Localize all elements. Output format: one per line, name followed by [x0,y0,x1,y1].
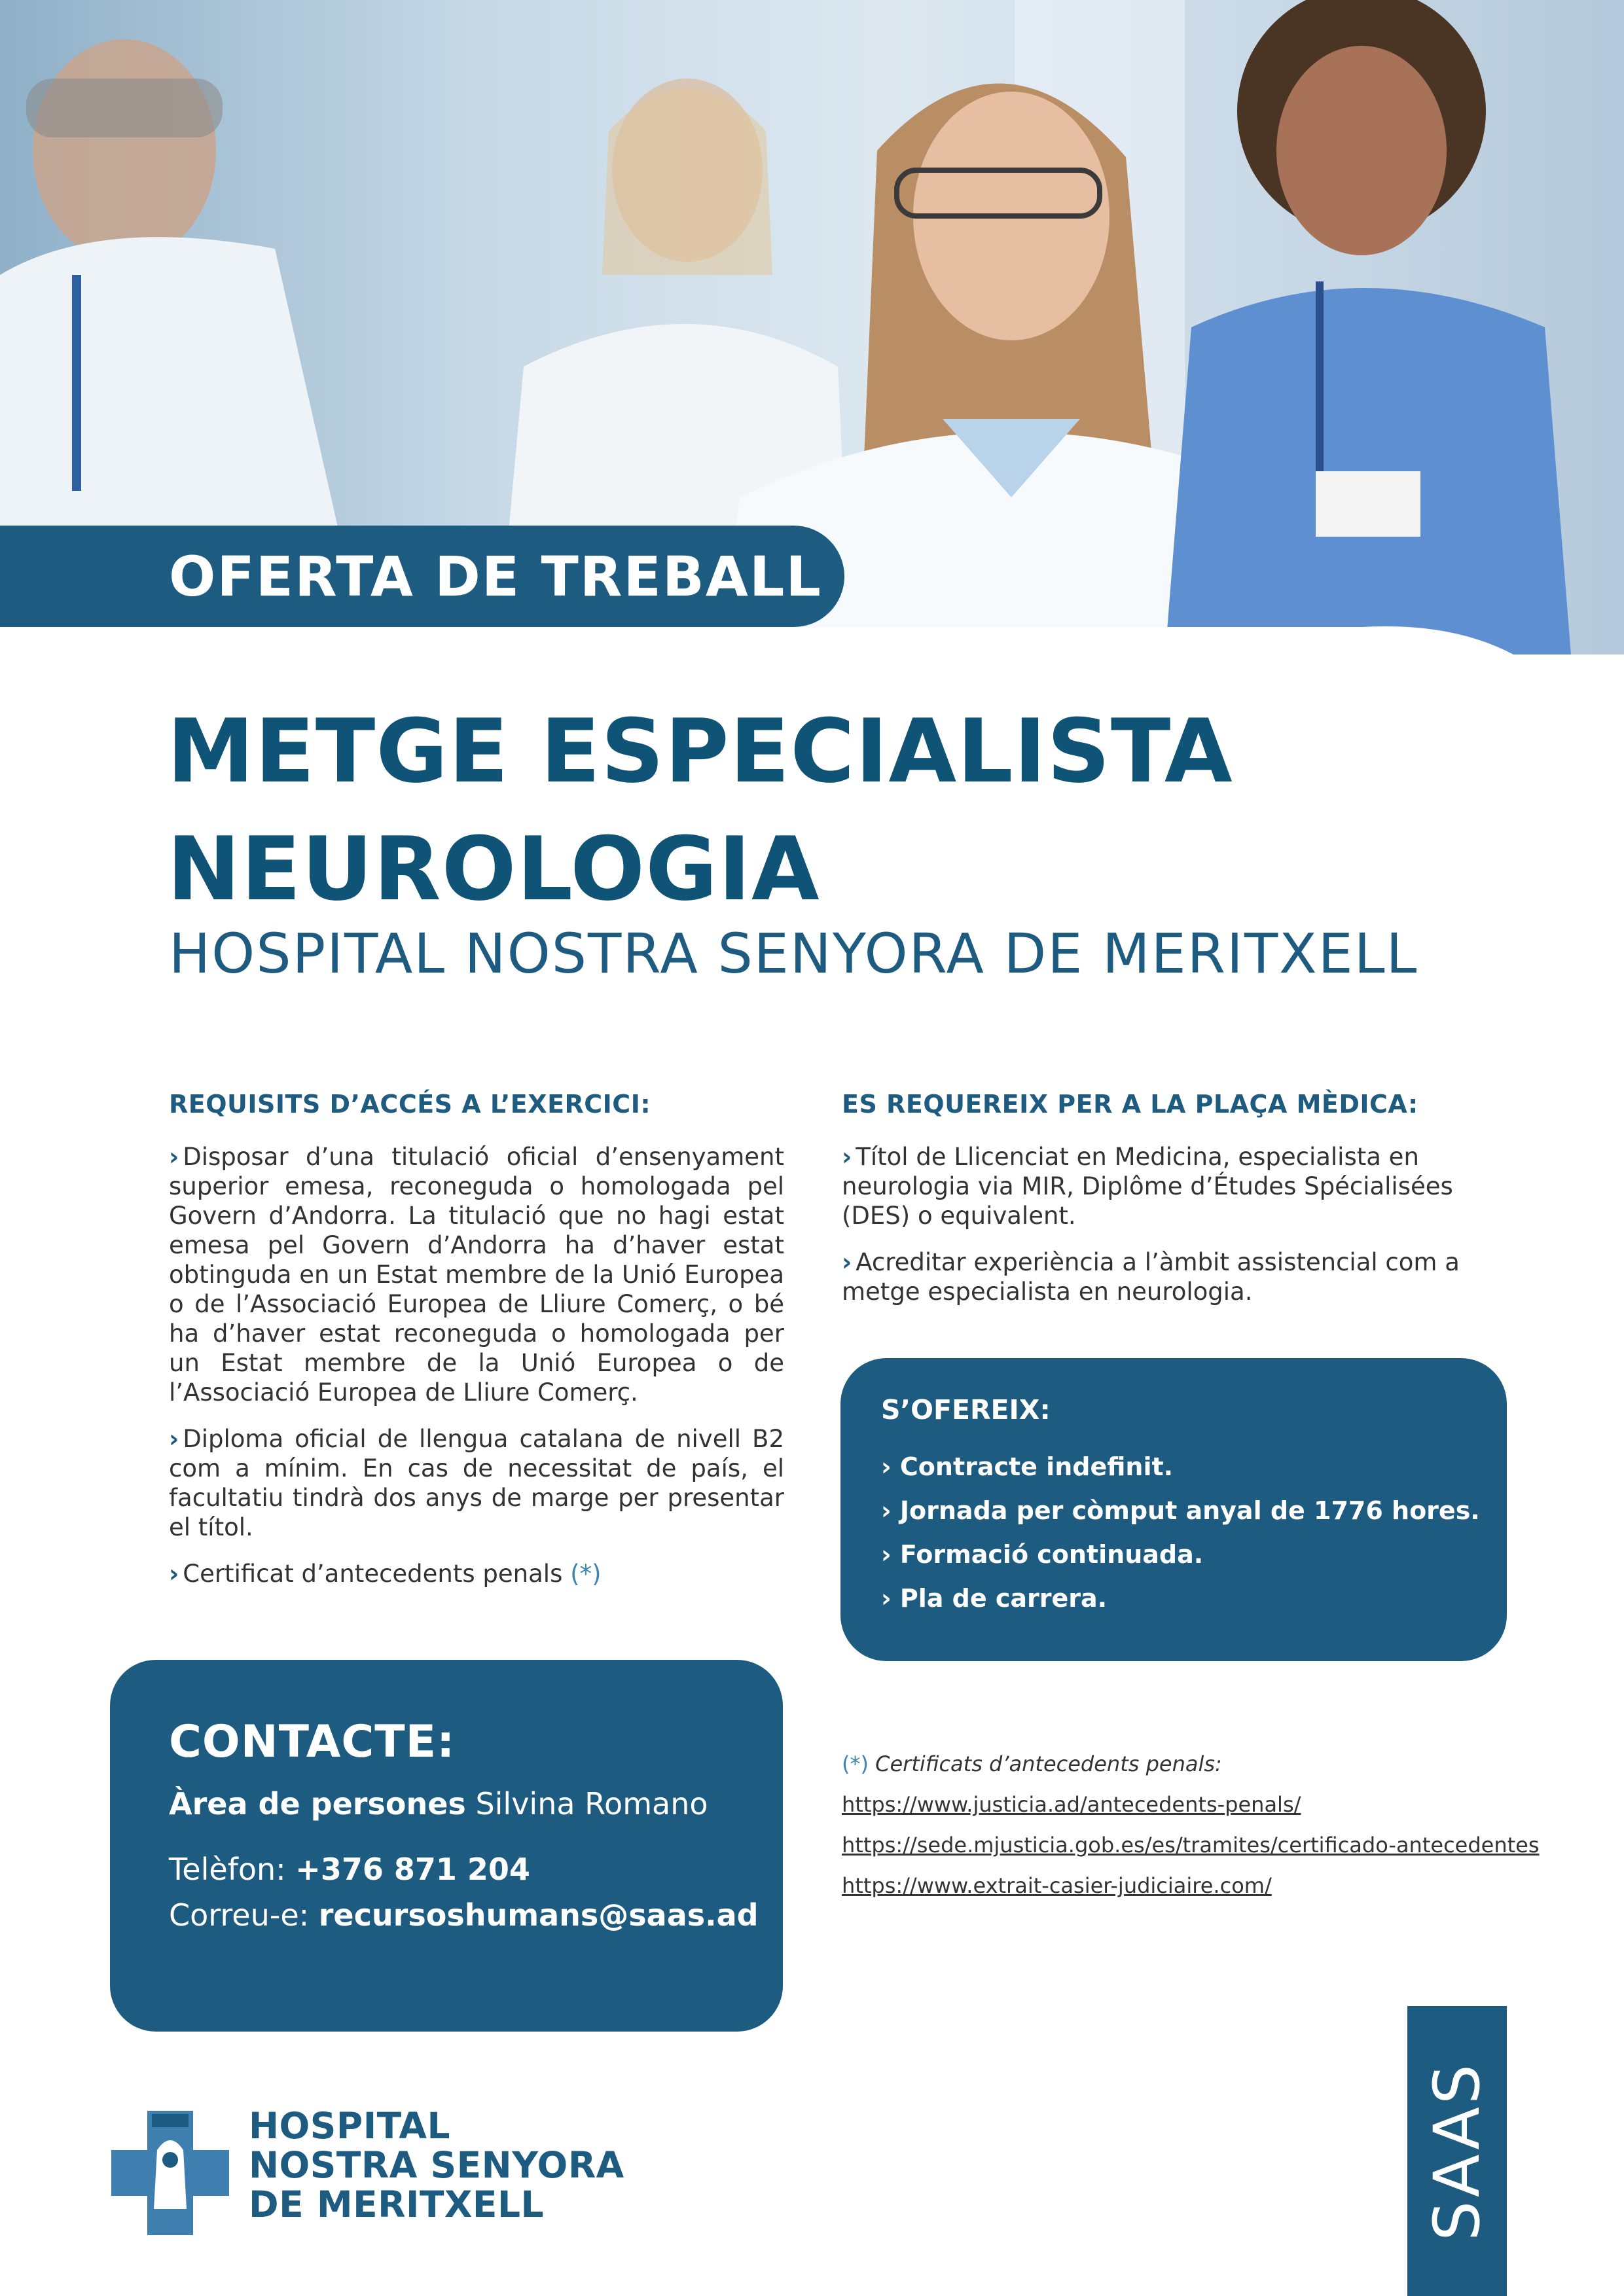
footnote-caption: (*) Certificats d’antecedents penals: [842,1751,1222,1776]
list-item: › Certificat d’antecedents penals (*) [169,1560,602,1588]
link-justicia-ad[interactable]: https://www.justicia.ad/antecedents-penals/ [842,1792,1301,1817]
list-item: › Jornada per còmput anyal de 1776 hores. [881,1496,1480,1525]
hospital-subtitle: HOSPITAL NOSTRA SENYORA DE MERITXELL [169,922,1418,986]
title-line-2: NEUROLOGIA [167,818,820,920]
chevron-right-icon: › [169,1425,179,1453]
saas-logo-text: SAAS [1420,2061,1494,2241]
link-mjusticia[interactable]: https://sede.mjusticia.gob.es/es/tramites/certificado-antecedentes [842,1833,1540,1857]
chevron-right-icon: › [842,1248,852,1276]
contact-area: Àrea de persones Silvina Romano [169,1786,708,1821]
list-item: › Pla de carrera. [881,1584,1108,1613]
contact-email: Correu-e: recursoshumans@saas.ad [169,1897,759,1933]
hospital-logo-text: HOSPITAL NOSTRA SENYORA DE MERITXELL [249,2105,624,2225]
list-item: › Contracte indefinit. [881,1452,1174,1481]
chevron-right-icon: › [169,1143,179,1171]
phone-link[interactable]: +376 871 204 [295,1852,530,1887]
saas-logo [1407,2006,1507,2296]
chevron-right-icon: › [842,1143,852,1171]
chevron-right-icon: › [169,1560,179,1588]
email-link[interactable]: recursoshumans@saas.ad [318,1897,759,1933]
page-title [167,692,1233,928]
footnotes [842,1744,1540,1906]
offer-box [840,1358,1507,1661]
contact-phone: Telèfon: +376 871 204 [169,1852,530,1887]
banner-label: OFERTA DE TREBALL [169,544,822,609]
list-item: › Diploma oficial de llengua catalana de nivell B2 com a mínim. En cas de necessitat de país, el facultatiu tindrà dos anys de marge per presentar el títol. [169,1425,784,1541]
requereix-heading: ES REQUEREIX PER A LA PLAÇA MÈDICA: [842,1090,1418,1119]
title-line-1: METGE ESPECIALISTA [167,700,1233,802]
list-item: › Disposar d’una titulació oficial d’ensenyament superior emesa, reconeguda o homologada pel Govern d’Andorra. La titulació que no hagi estat emesa pel Govern d’Andorra ha d’haver estat obtinguda en un Estat membre de la Unió Europea o de l’Associació Europea de Lliure Comerç, o bé ha d’haver estat reconeguda o homologada per un Estat membre de la Unió Europea o de l’Associació Europea de Lliure Comerç. [169,1143,784,1407]
list-item: › Formació continuada. [881,1540,1204,1569]
requisits-list [169,1142,784,1605]
contact-heading: CONTACTE: [169,1716,456,1768]
hospital-cross-icon [111,2111,229,2235]
requereix-list [842,1142,1470,1323]
offer-heading: S’OFEREIX: [881,1394,1051,1426]
job-offer-banner [0,526,844,627]
contact-box [110,1660,783,2032]
list-item: › Acreditar experiència a l’àmbit assistencial com a metge especialista en neurologia. [842,1248,1460,1306]
link-extrait-casier[interactable]: https://www.extrait-casier-judiciaire.com/ [842,1873,1272,1898]
footnote-marker: (*) [570,1560,602,1588]
requisits-heading: REQUISITS D’ACCÉS A L’EXERCICI: [169,1090,651,1119]
list-item: › Títol de Llicenciat en Medicina, especialista en neurologia via MIR, Diplôme d’Études Spécialisées (DES) o equivalent. [842,1143,1453,1230]
